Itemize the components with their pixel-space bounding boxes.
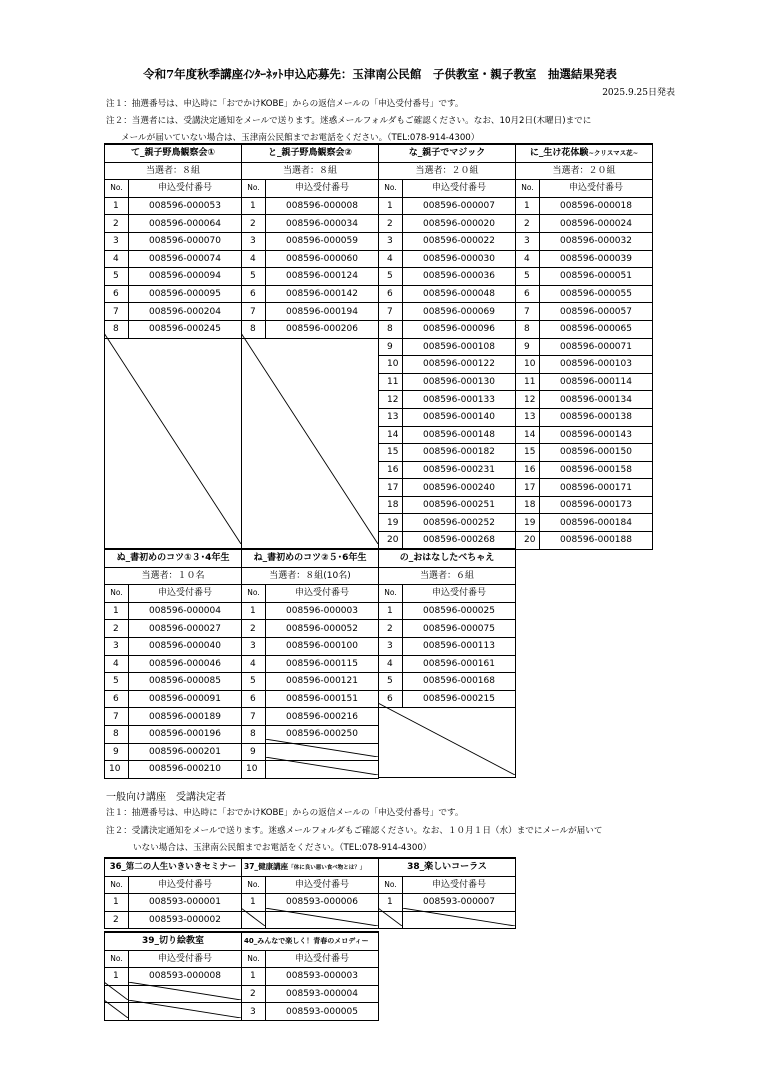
row-no: 17 (516, 479, 540, 497)
general-note-2: 注２：受講決定通知をメールで送ります。迷惑メールフォルダもご確認ください。なお、１０月１日（水）までにメールが届いて (106, 826, 603, 836)
col-no: No. (379, 876, 403, 894)
empty-slash (128, 982, 241, 1000)
row-no: 5 (242, 673, 266, 691)
table-title: ね_書初めのコツ②５･6年生 (242, 549, 379, 567)
row-no: 5 (516, 268, 540, 286)
row-no: 2 (242, 985, 266, 1003)
winner-count: 当選者：８組 (105, 162, 242, 180)
row-no: 19 (516, 514, 540, 532)
col-number: 申込受付番号 (403, 180, 516, 198)
row-no: 4 (242, 250, 266, 268)
row-number: 008596-000171 (540, 479, 653, 497)
row-no: 2 (379, 620, 403, 638)
row-number: 008596-000071 (540, 338, 653, 356)
row-number: 008596-000245 (129, 320, 242, 338)
row-no: 1 (242, 894, 266, 912)
row-no: 5 (242, 268, 266, 286)
col-number: 申込受付番号 (129, 585, 242, 603)
row-no: 2 (105, 911, 129, 929)
row-no: 11 (379, 373, 403, 391)
row-number: 008596-000025 (403, 602, 516, 620)
row-no: 4 (105, 250, 129, 268)
col-number: 申込受付番号 (266, 876, 379, 894)
row-number: 008596-000048 (403, 285, 516, 303)
lottery-table-na (378, 143, 516, 550)
row-number: 008596-000196 (129, 725, 242, 743)
row-no: 7 (516, 303, 540, 321)
row-number: 008596-000055 (540, 285, 653, 303)
col-no: No. (242, 585, 266, 603)
col-no: No. (379, 180, 403, 198)
row-no: 13 (379, 408, 403, 426)
row-no: 15 (516, 444, 540, 462)
row-number: 008596-000007 (403, 197, 516, 215)
row-number: 008596-000059 (266, 232, 379, 250)
page-title: 令和7年度秋季講座ｲﾝﾀｰﾈｯﾄ申込応募先：玉津南公民館 子供教室・親子教室 抽選結果発表 (143, 67, 617, 81)
row-no: 7 (379, 303, 403, 321)
row-no: 1 (379, 602, 403, 620)
col-number: 申込受付番号 (266, 180, 379, 198)
empty-slash (104, 333, 241, 544)
row-number: 008596-000020 (403, 215, 516, 233)
row-no: 9 (242, 743, 266, 761)
col-number: 申込受付番号 (129, 876, 242, 894)
row-number: 008596-000064 (129, 215, 242, 233)
row-no: 14 (516, 426, 540, 444)
row-number: 008596-000122 (403, 356, 516, 374)
table-title-suffix: ~クリスマス花~ (588, 149, 639, 158)
table-title: て_親子野鳥観察会① (105, 144, 242, 162)
row-number: 008596-000095 (129, 285, 242, 303)
row-number: 008596-000201 (129, 743, 242, 761)
table-title (516, 144, 653, 162)
table-title: 36_第二の人生いきいきセミナー (105, 858, 242, 876)
row-no: 4 (105, 655, 129, 673)
empty-slash (241, 333, 378, 544)
row-number: 008596-000143 (540, 426, 653, 444)
row-no: 4 (516, 250, 540, 268)
row-number: 008596-000114 (540, 373, 653, 391)
row-number: 008596-000008 (266, 197, 379, 215)
row-number: 008593-000003 (266, 968, 379, 986)
row-number: 008596-000053 (129, 197, 242, 215)
table-title-suffix: 「体に良い悪い食べ物とは？」 (288, 864, 366, 871)
row-no: 3 (105, 637, 129, 655)
row-number: 008596-000022 (403, 232, 516, 250)
row-no: 20 (516, 532, 540, 550)
row-no: 1 (242, 968, 266, 986)
col-no: No. (105, 585, 129, 603)
announce-date: 2025.9.25日発表 (602, 88, 675, 98)
row-no: 6 (379, 285, 403, 303)
row-no: 7 (242, 708, 266, 726)
row-number: 008593-000008 (129, 968, 242, 986)
row-number: 008596-000138 (540, 408, 653, 426)
row-no: 3 (105, 232, 129, 250)
table-title: 40_みんなで楽しく！青春のメロディー (242, 932, 379, 950)
row-no: 3 (242, 1003, 266, 1021)
row-no: 15 (379, 444, 403, 462)
row-number: 008596-000268 (403, 532, 516, 550)
row-number: 008596-000184 (540, 514, 653, 532)
row-no: 2 (516, 215, 540, 233)
row-no: 6 (105, 690, 129, 708)
winner-count: 当選者：２０組 (379, 162, 516, 180)
table-title: と_親子野鳥観察会② (242, 144, 379, 162)
row-no: 2 (379, 215, 403, 233)
row-number: 008596-000189 (129, 708, 242, 726)
row-no: 8 (242, 320, 266, 338)
row-number: 008596-000161 (403, 655, 516, 673)
row-no: 5 (105, 673, 129, 691)
empty-slash (378, 703, 515, 775)
row-no: 9 (379, 338, 403, 356)
note-2: 注２：当選者には、受講決定通知をメールで送ります。迷惑メールフォルダもご確認ください。なお、10月2日(木曜日)までに (106, 116, 592, 126)
row-no: 10 (379, 356, 403, 374)
row-no: 6 (516, 285, 540, 303)
row-number: 008596-000173 (540, 496, 653, 514)
row-no: 13 (516, 408, 540, 426)
row-number: 008596-000140 (403, 408, 516, 426)
col-number: 申込受付番号 (266, 950, 379, 968)
row-no: 2 (105, 620, 129, 638)
row-no: 2 (242, 620, 266, 638)
row-no: 8 (105, 725, 129, 743)
row-no: 3 (242, 637, 266, 655)
row-number: 008596-000024 (540, 215, 653, 233)
row-number: 008596-000057 (540, 303, 653, 321)
table-title: 39_切り絵教室 (105, 932, 242, 950)
row-number: 008596-000240 (403, 479, 516, 497)
table-title: の_おはなしたべちゃえ (379, 549, 516, 567)
row-number: 008596-000130 (403, 373, 516, 391)
col-no: No. (105, 876, 129, 894)
col-no: No. (105, 180, 129, 198)
row-number: 008596-000210 (129, 761, 242, 779)
row-no: 9 (105, 743, 129, 761)
row-no: 1 (379, 894, 403, 912)
col-no: No. (516, 180, 540, 198)
col-number: 申込受付番号 (403, 585, 516, 603)
row-no: 12 (379, 391, 403, 409)
row-number: 008593-000001 (129, 894, 242, 912)
row-no: 16 (516, 461, 540, 479)
row-number: 008596-000151 (266, 690, 379, 708)
row-no: 8 (242, 725, 266, 743)
row-number: 008596-000027 (129, 620, 242, 638)
row-number: 008596-000069 (403, 303, 516, 321)
row-no: 14 (379, 426, 403, 444)
row-no: 2 (105, 215, 129, 233)
empty-slash (104, 982, 128, 1000)
note-2-cont: メールが届いていない場合は、玉津南公民館までお電話をください。（TEL:078-914-4300） (121, 133, 480, 143)
row-no: 8 (516, 320, 540, 338)
row-number: 008596-000150 (540, 444, 653, 462)
row-no: 6 (105, 285, 129, 303)
row-number: 008596-000085 (129, 673, 242, 691)
general-note-2-cont: いない場合は、玉津南公民館までお電話をください。（TEL:078-914-4300） (133, 843, 432, 853)
row-number: 008596-000124 (266, 268, 379, 286)
row-no: 18 (516, 496, 540, 514)
row-number: 008596-000091 (129, 690, 242, 708)
row-number: 008596-000252 (403, 514, 516, 532)
note-1: 注１：抽選番号は、申込時に「おでかけKOBE」からの返信メールの「申込受付番号」です。 (106, 99, 464, 109)
table-title: な_親子でマジック (379, 144, 516, 162)
empty-slash (265, 739, 378, 757)
row-no: 16 (379, 461, 403, 479)
row-number: 008596-000030 (403, 250, 516, 268)
row-number: 008596-000133 (403, 391, 516, 409)
row-number: 008596-000108 (403, 338, 516, 356)
row-number: 008593-000004 (266, 985, 379, 1003)
row-number: 008596-000194 (266, 303, 379, 321)
row-no: 1 (516, 197, 540, 215)
row-number: 008596-000103 (540, 356, 653, 374)
row-no: 1 (379, 197, 403, 215)
col-number: 申込受付番号 (540, 180, 653, 198)
row-number: 008593-000005 (266, 1003, 379, 1021)
col-no: No. (379, 585, 403, 603)
row-number: 008596-000070 (129, 232, 242, 250)
row-no: 10 (516, 356, 540, 374)
winner-count: 当選者：６組 (379, 567, 516, 585)
row-no: 11 (516, 373, 540, 391)
col-number: 申込受付番号 (129, 950, 242, 968)
col-no: No. (242, 876, 266, 894)
row-number: 008596-000096 (403, 320, 516, 338)
row-no: 4 (379, 250, 403, 268)
row-no: 19 (379, 514, 403, 532)
row-number: 008596-000034 (266, 215, 379, 233)
row-number: 008596-000113 (403, 637, 516, 655)
row-number: 008596-000231 (403, 461, 516, 479)
row-no: 7 (105, 303, 129, 321)
col-no: No. (242, 950, 266, 968)
empty-slash (402, 908, 515, 926)
row-number: 008596-000075 (403, 620, 516, 638)
table-title: ぬ_書初めのコツ①３･4年生 (105, 549, 242, 567)
row-number: 008596-000065 (540, 320, 653, 338)
col-number: 申込受付番号 (129, 180, 242, 198)
row-no: 5 (379, 673, 403, 691)
row-no: 1 (105, 197, 129, 215)
row-no: 10 (105, 761, 129, 779)
row-no: 6 (242, 285, 266, 303)
row-number: 008596-000018 (540, 197, 653, 215)
row-no: 6 (379, 690, 403, 708)
col-no: No. (105, 950, 129, 968)
row-number: 008593-000006 (266, 894, 379, 912)
row-no: 20 (379, 532, 403, 550)
row-number: 008596-000216 (266, 708, 379, 726)
row-no: 3 (516, 232, 540, 250)
row-number: 008596-000182 (403, 444, 516, 462)
row-number: 008596-000046 (129, 655, 242, 673)
row-no: 4 (379, 655, 403, 673)
col-number: 申込受付番号 (266, 585, 379, 603)
row-number: 008596-000003 (266, 602, 379, 620)
table-title-main: 37_健康講座 (244, 861, 289, 871)
row-no: 1 (242, 602, 266, 620)
row-no: 5 (379, 268, 403, 286)
empty-slash (241, 908, 265, 926)
empty-slash (104, 1000, 128, 1018)
row-number: 008596-000040 (129, 637, 242, 655)
row-number: 008596-000148 (403, 426, 516, 444)
lottery-table-nu (104, 548, 242, 779)
row-number: 008596-000121 (266, 673, 379, 691)
row-no: 8 (105, 320, 129, 338)
row-number: 008596-000204 (129, 303, 242, 321)
row-no: 1 (242, 197, 266, 215)
winner-count: 当選者：８組 (242, 162, 379, 180)
row-number: 008596-000051 (540, 268, 653, 286)
row-number: 008596-000168 (403, 673, 516, 691)
row-number: 008593-000007 (403, 894, 516, 912)
row-number: 008596-000039 (540, 250, 653, 268)
table-title (242, 858, 379, 876)
row-number: 008596-000074 (129, 250, 242, 268)
table-title-main: に_生け花体験 (529, 148, 589, 159)
row-no: 7 (105, 708, 129, 726)
row-no: 3 (242, 232, 266, 250)
row-number: 008596-000004 (129, 602, 242, 620)
row-no: 1 (105, 894, 129, 912)
empty-slash (128, 1000, 241, 1018)
empty-slash (265, 908, 378, 926)
row-number: 008596-000142 (266, 285, 379, 303)
row-number: 008596-000215 (403, 690, 516, 708)
row-number: 008596-000052 (266, 620, 379, 638)
row-number: 008596-000036 (403, 268, 516, 286)
row-no: 18 (379, 496, 403, 514)
row-no: 17 (379, 479, 403, 497)
row-number: 008596-000206 (266, 320, 379, 338)
general-table-40 (241, 931, 379, 1021)
row-no: 2 (242, 215, 266, 233)
row-number: 008593-000002 (129, 911, 242, 929)
row-no: 5 (105, 268, 129, 286)
row-no: 1 (105, 602, 129, 620)
row-number: 008596-000251 (403, 496, 516, 514)
general-section-title: 一般向け講座 受講決定者 (106, 792, 226, 803)
row-no: 9 (516, 338, 540, 356)
row-no: 3 (379, 637, 403, 655)
row-no: 4 (242, 655, 266, 673)
row-number: 008596-000100 (266, 637, 379, 655)
winner-count: 当選者：２０組 (516, 162, 653, 180)
row-no: 3 (379, 232, 403, 250)
row-number: 008596-000188 (540, 532, 653, 550)
row-no: 1 (105, 968, 129, 986)
table-title: 38_楽しいコーラス (379, 858, 516, 876)
winner-count: 当選者：１０名 (105, 567, 242, 585)
empty-slash (378, 908, 402, 926)
winner-count: 当選者：８組(10名) (242, 567, 379, 585)
row-no: 6 (242, 690, 266, 708)
general-table-36 (104, 857, 242, 929)
row-number: 008596-000115 (266, 655, 379, 673)
row-number: 008596-000032 (540, 232, 653, 250)
row-number: 008596-000094 (129, 268, 242, 286)
row-number: 008596-000134 (540, 391, 653, 409)
lottery-table-ni (515, 143, 653, 550)
row-no: 7 (242, 303, 266, 321)
empty-slash (265, 757, 378, 775)
row-no: 12 (516, 391, 540, 409)
col-no: No. (242, 180, 266, 198)
general-note-1: 注１：抽選番号は、申込時に「おでかけKOBE」からの返信メールの「申込受付番号」です。 (106, 808, 464, 818)
row-number: 008596-000060 (266, 250, 379, 268)
row-number: 008596-000158 (540, 461, 653, 479)
row-number: 008596-000250 (266, 725, 379, 743)
row-no: 8 (379, 320, 403, 338)
col-number: 申込受付番号 (403, 876, 516, 894)
row-no: 10 (242, 761, 266, 779)
